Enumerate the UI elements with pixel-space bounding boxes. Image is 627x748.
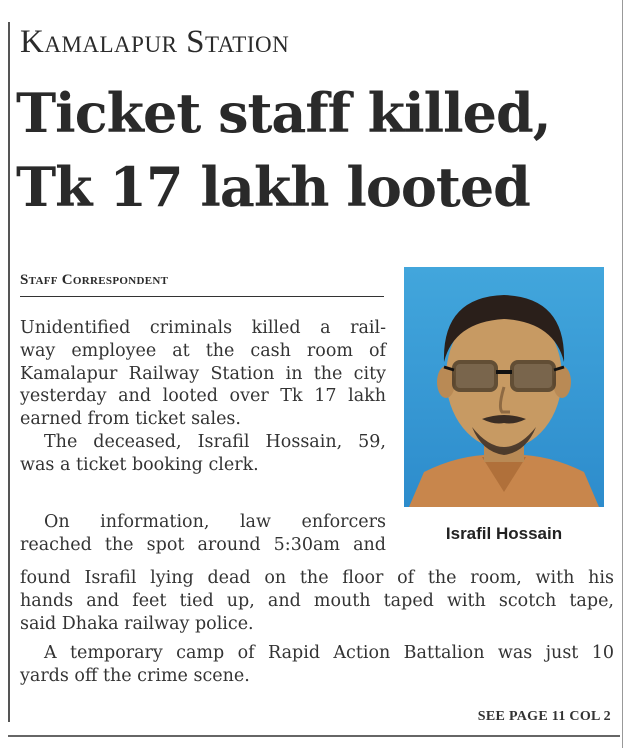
paragraph-2 xyxy=(20,431,386,477)
kicker: Kamalapur Station xyxy=(20,24,290,60)
byline-divider xyxy=(20,296,384,297)
right-column-rule xyxy=(622,0,623,748)
text-line: earned from ticket sales. xyxy=(20,409,241,430)
continuation-link[interactable]: SEE PAGE 11 COL 2 xyxy=(477,709,611,724)
paragraph-1 xyxy=(20,317,386,431)
text-line: Unidentified criminals killed a rail- xyxy=(20,318,386,338)
headline xyxy=(16,76,616,224)
text-line: way employee at the cash room of xyxy=(20,340,386,361)
text-line: yesterday and looted over Tk 17 lakh xyxy=(20,386,386,407)
photo-caption: Israfil Hossain xyxy=(445,524,563,543)
left-column-rule xyxy=(8,22,10,722)
bottom-rule xyxy=(8,735,620,737)
text-line: hands and feet tied up, and mouth taped with scotch tape, xyxy=(20,590,614,611)
text-line: found Israfil lying dead on the floor of the room, with his xyxy=(20,568,614,588)
text-line: The deceased, Israfil Hossain, 59, xyxy=(44,432,386,452)
text-line: yards off the crime scene. xyxy=(20,665,250,686)
byline: Staff Correspondent xyxy=(20,272,169,288)
paragraph-3-narrow xyxy=(20,511,386,557)
text-line: A temporary camp of Rapid Action Battalion was just 10 xyxy=(44,643,614,663)
paragraph-4 xyxy=(20,642,614,688)
paragraph-3-wide xyxy=(20,567,614,635)
text-line: was a ticket booking clerk. xyxy=(20,454,259,475)
portrait-photo xyxy=(404,267,604,507)
text-line: reached the spot around 5:30am and xyxy=(20,534,386,555)
headline-line-1: Ticket staff killed, xyxy=(16,81,551,145)
text-line: Kamalapur Railway Station in the city xyxy=(20,363,386,384)
text-line: said Dhaka railway police. xyxy=(20,613,254,634)
portrait-image xyxy=(404,267,604,507)
text-line: On information, law enforcers xyxy=(44,512,386,532)
headline-line-2: Tk 17 lakh looted xyxy=(16,155,530,219)
